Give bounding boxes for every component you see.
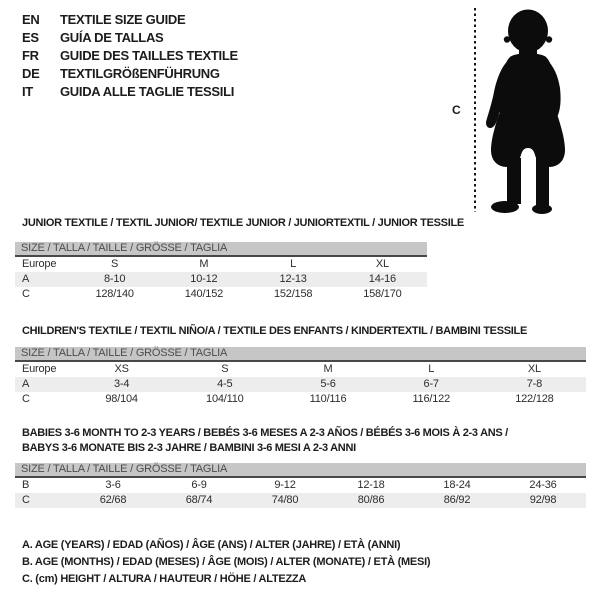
language-code: EN (22, 12, 40, 27)
value-cell: 14-16 (368, 273, 396, 285)
value-cell: 24-36 (529, 479, 557, 491)
value-cell: XL (375, 258, 389, 270)
height-measure-label: C (452, 103, 461, 117)
footnote-line: B. AGE (MONTHS) / EDAD (MESES) / ÂGE (MOIS) / ALTER (MONATE) / ETÀ (MESI) (22, 556, 431, 568)
table-row (15, 287, 427, 302)
height-measure-line (474, 8, 476, 212)
language-code: ES (22, 30, 39, 45)
row-label-cell: C (22, 494, 30, 506)
value-cell: 128/140 (95, 288, 134, 300)
section-title-line: JUNIOR TEXTILE / TEXTIL JUNIOR/ TEXTILE JUNIOR / JUNIORTEXTIL / JUNIOR TESSILE (22, 217, 464, 229)
value-cell: S (111, 258, 119, 270)
language-label: GUÍA DE TALLAS (60, 30, 164, 45)
row-label-cell: A (22, 378, 30, 390)
value-cell: XS (114, 363, 129, 375)
language-label: TEXTILE SIZE GUIDE (60, 12, 186, 27)
section-title-babies (22, 426, 508, 455)
language-code: FR (22, 48, 39, 63)
value-cell: 68/74 (185, 494, 213, 506)
size-header-bar: SIZE / TALLA / TAILLE / GRÖSSE / TAGLIA (15, 463, 586, 478)
language-code: DE (22, 66, 40, 81)
row-label-cell: A (22, 273, 30, 285)
value-cell: 140/152 (184, 288, 224, 300)
value-cell: L (428, 363, 435, 375)
value-cell: M (323, 363, 333, 375)
value-cell: 12-13 (279, 273, 307, 285)
value-cell: M (199, 258, 209, 270)
value-cell: 4-5 (217, 378, 233, 390)
row-label-cell: C (22, 288, 30, 300)
size-table-babies (15, 463, 586, 508)
value-cell: 74/80 (271, 494, 299, 506)
size-table-junior (15, 242, 427, 302)
language-row (22, 29, 238, 47)
footnote-line: A. AGE (YEARS) / EDAD (AÑOS) / ÂGE (ANS) / ALTER (JAHRE) / ETÀ (ANNI) (22, 539, 401, 551)
baby-silhouette-icon (483, 8, 575, 214)
row-label-cell: B (22, 479, 30, 491)
value-cell: 110/116 (309, 393, 347, 405)
section-title-line: CHILDREN'S TEXTILE / TEXTIL NIÑO/A / TEXTILE DES ENFANTS / KINDERTEXTIL / BAMBINI TESSILE (22, 325, 527, 337)
value-cell: 122/128 (515, 393, 554, 405)
value-cell: 92/98 (529, 494, 557, 506)
size-header-bar: SIZE / TALLA / TAILLE / GRÖSSE / TAGLIA (15, 242, 427, 257)
value-cell: S (221, 363, 229, 375)
section-title-children (22, 324, 527, 339)
value-cell: 3-4 (113, 378, 130, 390)
language-list (22, 11, 238, 101)
language-label: GUIDA ALLE TAGLIE TESSILI (60, 84, 235, 99)
footnote-line: C. (cm) HEIGHT / ALTURA / HAUTEUR / HÖHE / ALTEZZA (22, 573, 307, 585)
value-cell: 3-6 (105, 479, 121, 491)
value-cell: 86/92 (443, 494, 471, 506)
value-cell: 104/110 (206, 393, 244, 405)
value-cell: 6-7 (423, 378, 439, 390)
section-title-junior (22, 216, 464, 231)
value-cell: L (290, 258, 297, 270)
table-row (15, 392, 586, 407)
row-label-cell: C (22, 393, 30, 405)
language-row (22, 11, 238, 29)
table-row (15, 377, 586, 392)
value-cell: XL (527, 363, 541, 375)
value-cell: 18-24 (443, 479, 471, 491)
table-row (15, 478, 586, 493)
language-row (22, 83, 238, 101)
section-title-line: BABIES 3-6 MONTH TO 2-3 YEARS / BEBÉS 3-6 MESES A 2-3 AÑOS / BÉBÉS 3-6 MOIS À 2-3 ANS / (22, 427, 508, 439)
language-row (22, 47, 238, 65)
table-row (15, 493, 586, 508)
table-row (15, 362, 586, 377)
language-label: TEXTILGRÖßENFÜHRUNG (60, 66, 220, 81)
value-cell: 10-12 (190, 273, 218, 285)
value-cell: 5-6 (320, 378, 336, 390)
value-cell: 7-8 (526, 378, 543, 390)
value-cell: 116/122 (412, 393, 450, 405)
value-cell: 80/86 (357, 494, 385, 506)
footnote-list (22, 537, 430, 588)
size-table-children (15, 347, 586, 407)
value-cell: 6-9 (191, 479, 207, 491)
size-header-bar: SIZE / TALLA / TAILLE / GRÖSSE / TAGLIA (15, 347, 586, 362)
value-cell: 152/158 (273, 288, 313, 300)
value-cell: 62/68 (99, 494, 127, 506)
value-cell: 158/170 (363, 288, 402, 300)
section-title-line: BABYS 3-6 MONATE BIS 2-3 JAHRE / BAMBINI 3-6 MESI A 2-3 ANNI (22, 441, 356, 454)
value-cell: 98/104 (105, 393, 138, 405)
language-row (22, 65, 238, 83)
language-code: IT (22, 84, 33, 99)
value-cell: 9-12 (274, 479, 296, 491)
table-row (15, 257, 427, 272)
value-cell: 12-18 (357, 479, 385, 491)
row-label-cell: Europe (22, 258, 57, 270)
row-label-cell: Europe (22, 363, 57, 375)
language-label: GUIDE DES TAILLES TEXTILE (60, 48, 238, 63)
value-cell: 8-10 (104, 273, 126, 285)
table-row (15, 272, 427, 287)
